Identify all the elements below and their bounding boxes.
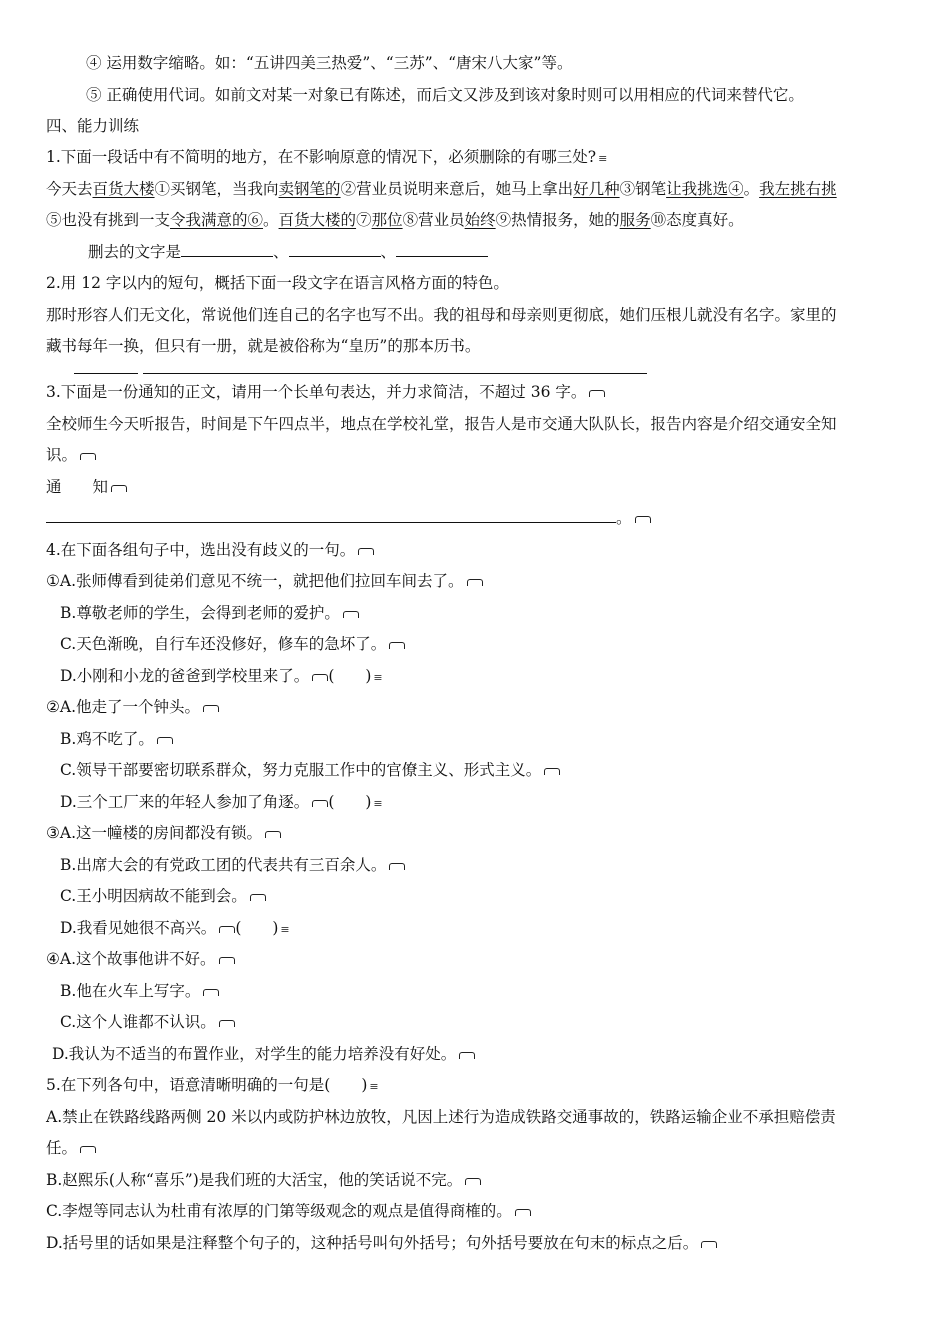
question-5: 5.在下列各句中，语意清晰明确的一句是( ) ≡ (46, 1076, 379, 1094)
passage-text: ③钢笔 (619, 180, 667, 198)
question-3-passage-line-2: 识。 (46, 444, 96, 466)
return-mark-icon (203, 989, 219, 996)
group-3-option-d: D.我看见她很不高兴。 ( ) ≡ (60, 919, 290, 937)
return-mark-icon (465, 1178, 481, 1185)
tip-4: ④ 运用数字缩略。如：“五讲四美三热爱”、“三苏”、“唐宋八大家”等。 (86, 54, 573, 72)
group-3-option-b: B.出席大会的有党政工团的代表共有三百余人。 (46, 854, 405, 876)
underlined-phrase: 令我满意的⑥ (170, 211, 264, 229)
underlined-phrase: 百货大楼 (92, 180, 155, 198)
return-mark-icon (459, 1052, 475, 1059)
group-2-option-b: B.鸡不吃了。 (46, 728, 173, 750)
return-mark-icon (389, 863, 405, 870)
question-2: 2.用 12 字以内的短句，概括下面一段文字在语言风格方面的特色。 (46, 274, 509, 292)
underlined-phrase: 那位 (371, 211, 403, 229)
group-1-option-a: ①A.张师傅看到徒弟们意见不统一，就把他们拉回车间去了。 (46, 570, 483, 592)
answer-parentheses[interactable]: ( ) (328, 793, 372, 811)
return-mark-icon (635, 516, 651, 523)
paragraph-mark-icon: ≡ (598, 152, 608, 165)
passage-text: 今天去 (46, 180, 93, 198)
return-mark-icon (80, 1146, 96, 1153)
question-3-passage-line-1: 全校师生今天听报告，时间是下午四点半，地点在学校礼堂，报告人是市交通大队队长，报告内容是介绍交通安全知 (46, 415, 837, 433)
group-2-option-a: ②A.他走了一个钟头。 (46, 696, 219, 718)
passage-text: ②营业员说明来意后，她马上拿出 (340, 180, 574, 198)
passage-text: 。 (263, 211, 279, 229)
return-mark-icon (312, 800, 328, 807)
underlined-phrase: 服务 (619, 211, 651, 229)
return-mark-icon (589, 390, 605, 397)
return-mark-icon (515, 1209, 531, 1216)
group-4-option-c: C.这个人谁都不认识。 (46, 1011, 235, 1033)
answer-blank[interactable] (289, 242, 381, 257)
question-1: 1.下面一段话中有不简明的地方，在不影响原意的情况下，必须删除的有哪三处? ≡ (46, 148, 608, 166)
return-mark-icon (389, 642, 405, 649)
group-2-option-d: D.三个工厂来的年轻人参加了角逐。 ( ) ≡ (60, 793, 383, 811)
question-5-option-a-line-2: 任。 (46, 1137, 96, 1159)
question-2-answer-line (74, 358, 647, 380)
return-mark-icon (265, 831, 281, 838)
group-4-option-d: D.我认为不适当的布置作业，对学生的能力培养没有好处。 (52, 1043, 475, 1065)
underlined-phrase: 好几种 (573, 180, 620, 198)
underlined-phrase: 让我挑选④ (666, 180, 744, 198)
return-mark-icon (219, 1020, 235, 1027)
passage-text: ⑤也没有挑到一支 (46, 211, 171, 229)
question-1-answer-line: 删去的文字是 、 、 (88, 241, 488, 263)
return-mark-icon (111, 485, 127, 492)
question-5-option-d: D.括号里的话如果是注释整个句子的，这种括号叫句外括号；句外括号要放在句末的标点之后。 (46, 1232, 717, 1254)
answer-blank[interactable] (143, 359, 647, 374)
underlined-phrase: 我左挑右挑 (759, 180, 837, 198)
passage-text: ①买钢笔，当我向 (154, 180, 279, 198)
return-mark-icon (312, 674, 328, 681)
group-1-option-c: C.天色渐晚，自行车还没修好，修车的急坏了。 (46, 633, 405, 655)
return-mark-icon (250, 894, 266, 901)
answer-parentheses[interactable]: ( ) (328, 667, 372, 685)
return-mark-icon (358, 548, 374, 555)
paragraph-mark-icon: ≡ (369, 1080, 379, 1093)
return-mark-icon (467, 579, 483, 586)
group-3-option-c: C.王小明因病故不能到会。 (46, 885, 266, 907)
passage-text: ⑧营业员 (402, 211, 465, 229)
return-mark-icon (157, 737, 173, 744)
question-3-answer-line: 。 (46, 507, 651, 529)
question-5-option-a-line-1: A.禁止在铁路线路两侧 20 米以内或防护林边放牧，凡因上述行为造成铁路交通事故的，铁路运输企业不承担赔偿责 (46, 1108, 836, 1126)
group-4-option-b: B.他在火车上写字。 (46, 980, 219, 1002)
passage-text: ⑨热情报务，她的 (495, 211, 620, 229)
tip-5: ⑤ 正确使用代词。如前文对某一对象已有陈述，而后文又涉及到该对象时则可以用相应的代词来替代它。 (86, 86, 804, 104)
answer-parentheses[interactable]: ( ) (235, 919, 279, 937)
answer-blank[interactable] (181, 242, 273, 257)
paragraph-mark-icon: ≡ (280, 923, 290, 936)
notice-title: 通 知 (46, 476, 127, 498)
group-1-option-b: B.尊敬老师的学生，会得到老师的爱护。 (46, 602, 359, 624)
return-mark-icon (544, 768, 560, 775)
question-5-option-b: B.赵熙乐(人称“喜乐”)是我们班的大活宝，他的笑话说不完。 (46, 1169, 481, 1191)
paragraph-mark-icon: ≡ (373, 797, 383, 810)
question-2-passage-line-2: 藏书每年一换，但只有一册，就是被俗称为“皇历”的那本历书。 (46, 337, 481, 355)
answer-blank[interactable] (396, 242, 488, 257)
answer-blank[interactable] (46, 508, 616, 523)
question-1-passage-line-1 (46, 178, 837, 200)
answer-blank[interactable] (74, 359, 138, 374)
question-5-option-c: C.李煜等同志认为杜甫有浓厚的门第等级观念的观点是值得商榷的。 (46, 1200, 531, 1222)
question-1-passage-line-2 (46, 209, 744, 231)
passage-text: 。 (743, 180, 760, 198)
paragraph-mark-icon: ≡ (373, 671, 383, 684)
underlined-phrase: 始终 (464, 211, 496, 229)
question-2-passage-line-1: 那时形容人们无文化，常说他们连自己的名字也写不出。我的祖母和母亲则更彻底，她们压根儿就没有名字。家里的 (46, 306, 837, 324)
return-mark-icon (80, 453, 96, 460)
underlined-phrase: 卖钢笔的 (278, 180, 341, 198)
return-mark-icon (343, 611, 359, 618)
group-3-option-a: ③A.这一幢楼的房间都没有锁。 (46, 822, 281, 844)
return-mark-icon (203, 705, 219, 712)
group-2-option-c: C.领导干部要密切联系群众，努力克服工作中的官僚主义、形式主义。 (46, 759, 560, 781)
return-mark-icon (219, 926, 235, 933)
underlined-phrase: 百货大楼的 (278, 211, 357, 229)
return-mark-icon (219, 957, 235, 964)
return-mark-icon (701, 1241, 717, 1248)
group-4-option-a: ④A.这个故事他讲不好。 (46, 948, 235, 970)
question-3: 3.下面是一份通知的正文，请用一个长单句表达，并力求简洁，不超过 36 字。 (46, 381, 605, 403)
passage-text: ⑩态度真好。 (650, 211, 744, 229)
passage-text: ⑦ (356, 211, 372, 229)
section-heading: 四、能力训练 (46, 117, 140, 135)
group-1-option-d: D.小刚和小龙的爸爸到学校里来了。 ( ) ≡ (60, 667, 383, 685)
question-4: 4.在下面各组句子中，选出没有歧义的一句。 (46, 539, 374, 561)
